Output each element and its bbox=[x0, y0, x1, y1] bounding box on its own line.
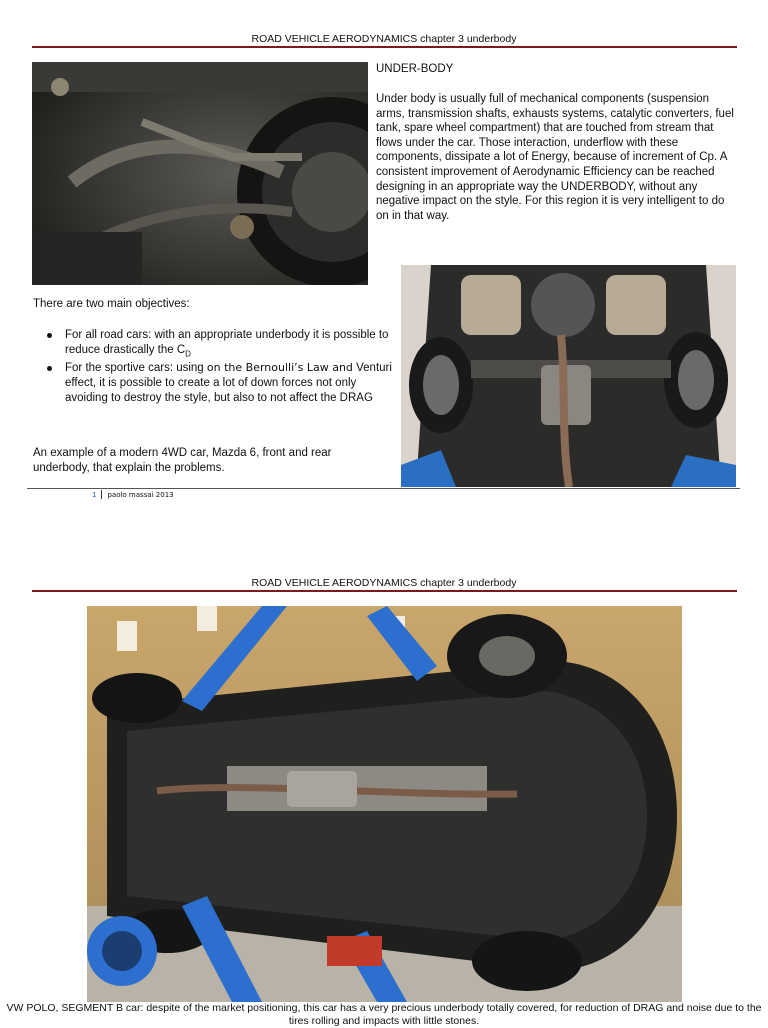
page-footer bbox=[92, 490, 174, 499]
vw-polo-underbody-photo bbox=[87, 606, 682, 1002]
page-header: ROAD VEHICLE AERODYNAMICS chapter 3 underbody bbox=[251, 33, 517, 45]
footer-separator bbox=[101, 490, 102, 499]
bullet-1-text: For all road cars: with an appropriate underbody it is possible to reduce drastically the C bbox=[65, 329, 389, 356]
photo-caption: VW POLO, SEGMENT B car: despite of the market positioning, this car has a very precious underbody totally covered, for reduction of DRAG and noise due to the tires rolling and impacts with little stones. bbox=[6, 1002, 762, 1027]
list-item bbox=[33, 361, 393, 405]
drag-coefficient-subscript: D bbox=[185, 348, 191, 358]
list-item bbox=[33, 328, 393, 361]
section-title: UNDER-BODY bbox=[376, 63, 454, 75]
bullet-2-text-start: For the sportive cars: using bbox=[65, 362, 207, 375]
intro-paragraph: Under body is usually full of mechanical components (suspension arms, transmission shafts, exhausts systems, catalytic converters, fuel tank, spare wheel compartment) that are touched from stream that flows under the car. Those interaction, underflow with these components, dissipate a lot of Energy, because of increment of Cp. A consistent improvement of Aerodynamic Efficiency can be reached designing in an appropriate way the UNDERBODY, without any negative impact on the style. For this region it is very intelligent to do on in that way. bbox=[376, 93, 734, 222]
bullet-2-text-serif: on the Bernoulli’s Law and bbox=[206, 361, 353, 375]
rear-underbody-photo bbox=[401, 265, 736, 487]
page-header: ROAD VEHICLE AERODYNAMICS chapter 3 underbody bbox=[251, 577, 517, 589]
header-rule bbox=[32, 590, 737, 592]
footer-rule bbox=[27, 488, 740, 489]
objectives-list bbox=[33, 328, 393, 405]
footer-author: paolo massai 2013 bbox=[107, 491, 174, 499]
front-underbody-photo bbox=[32, 62, 368, 285]
example-paragraph: An example of a modern 4WD car, Mazda 6, front and rear underbody, that explain the problems. bbox=[33, 447, 332, 474]
header-rule bbox=[32, 46, 737, 48]
objectives-intro: There are two main objectives: bbox=[33, 298, 190, 310]
bullet-2-text-end: Venturi effect, it is possible to create a lot of down forces not only avoiding to destroy the style, but also to not affect the DRAG bbox=[65, 362, 392, 404]
page-number: 1 bbox=[92, 491, 97, 499]
